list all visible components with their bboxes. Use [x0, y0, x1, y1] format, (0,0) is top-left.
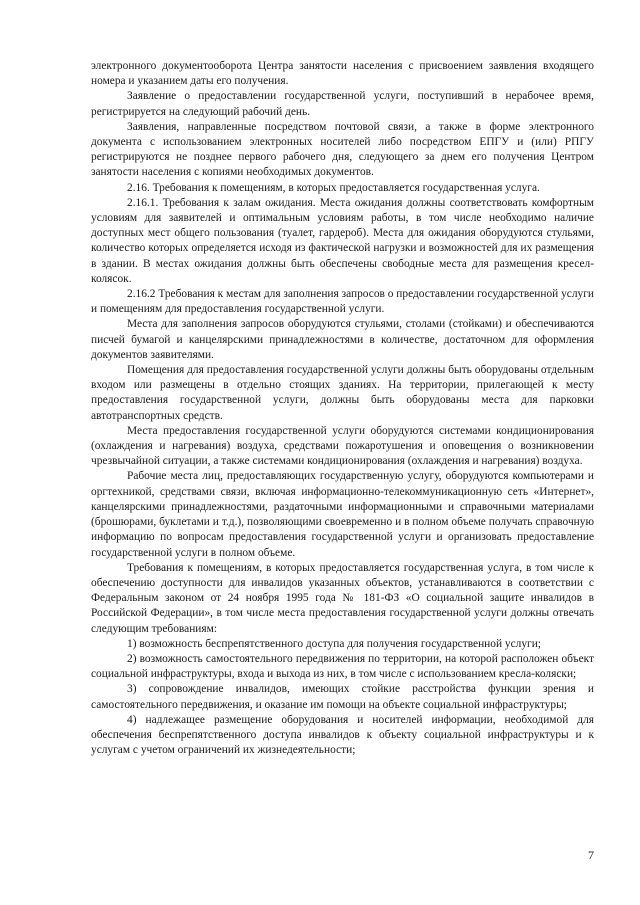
section-2-16-2-heading: 2.16.2 Требования к местам для заполнения запросов о предоставлении государственной услуги и помещениям для предоставления государственной услуги.: [91, 288, 595, 316]
list-item-3: 3) сопровождение инвалидов, имеющих стойкие расстройства функции зрения и самостоятельного передвижения, и оказание им помощи на объекте социальной инфраструктуры;: [91, 683, 594, 711]
list-item-4: 4) надлежащее размещение оборудования и носителей информации, необходимой для обеспечения беспрепятственного доступа инвалидов к объекту социальной инфраструктуры и к услугам с учетом ограничений их жизнедеятельности;: [91, 713, 594, 757]
document-page: [91, 59, 594, 758]
paragraph-request-places: Места для заполнения запросов оборудуются стульями, столами (стойками) и обеспечиваются писчей бумагой и канцелярскими принадлежностями в количестве, достаточном для оформления документов заявителями.: [91, 318, 594, 361]
list-item-2: 2) возможность самостоятельного передвижения по территории, на которой расположен объект социальной инфраструктуры, входа и выхода из них, в том числе с использованием кресла-коляски;: [91, 652, 594, 681]
section-2-16-1-waiting-rooms: 2.16.1. Требования к залам ожидания. Места ожидания должны соответствовать комфортным условиям для заявителей и оптимальным условиям работы, в том числе необходимо наличие доступных мест общего пользования (туалет, гардероб). Места для ожидания оборудуются стульями, количество которых определяется исходя из фактической нагрузки и возможностей для их размещения в здании. В местах ожидания должны быть обеспечены свободные места для размещения кресел-колясок.: [91, 196, 594, 285]
list-item-1: 1) возможность беспрепятственного доступа для получения государственной услуги;: [127, 637, 541, 650]
paragraph-accessibility-requirements: Требования к помещениям, в которых предоставляется государственная услуга, в том числе к обеспечению доступности для инвалидов указанных объектов, устанавливаются в соответствии с Федеральным законом от 24 ноября 1995 года № 181-ФЗ «О социальной защите инвалидов в Российской Федерации», в том числе места предоставления государственной услуги должны отвечать следующим требованиям:: [91, 561, 594, 635]
paragraph-conditioning-systems: Места предоставления государственной услуги оборудуются системами кондиционирования (охлаждения и нагревания) воздуха, средствами пожаротушения и оповещения о возникновении чрезвычайной ситуации, а также системами кондиционирования (охлаждения и нагревания) воздуха.: [91, 424, 594, 468]
paragraph-continuation: электронного документооборота Центра занятости населения с присвоением заявления входящего номера и указанием даты его получения.: [91, 60, 594, 88]
paragraph-workplaces: Рабочие места лиц, предоставляющих государственную услугу, оборудуются компьютерами и оргтехникой, средствами связи, включая информационно-телекоммуникационную сеть «Интернет», канцелярскими принадлежностями, раздаточными информационными и справочными материалами (брошюрами, буклетами и т.д.), позволяющими своевременно и в полном объеме получать справочную информацию по вопросам предоставления государственной услуги и организовать предоставление государственной услуги в полном объеме.: [91, 470, 594, 559]
section-heading-2-16: 2.16. Требования к помещениям, в которых предоставляется государственная услуга.: [127, 181, 540, 194]
paragraph-registration-nonworking: Заявление о предоставлении государственной услуги, поступивший в нерабочее время, регистрируется на следующий рабочий день.: [91, 90, 594, 118]
paragraph-premises-entrance: Помещения для предоставления государственной услуги должны быть оборудованы отдельным входом или размещены в отдельно стоящих зданиях. На территории, прилегающей к месту предоставления государственной услуги, должны быть оборудованы места для парковки автотранспортных средств.: [91, 364, 594, 422]
paragraph-registration-postal: Заявления, направленные посредством почтовой связи, а также в форме электронного документа с использованием электронных носителей либо посредством ЕПГУ и (или) РПГУ регистрируются не позднее первого рабочего дня, следующего за днем его получения Центром занятости населения с копиями необходимых документов.: [91, 120, 594, 179]
page-number: 7: [588, 848, 594, 862]
